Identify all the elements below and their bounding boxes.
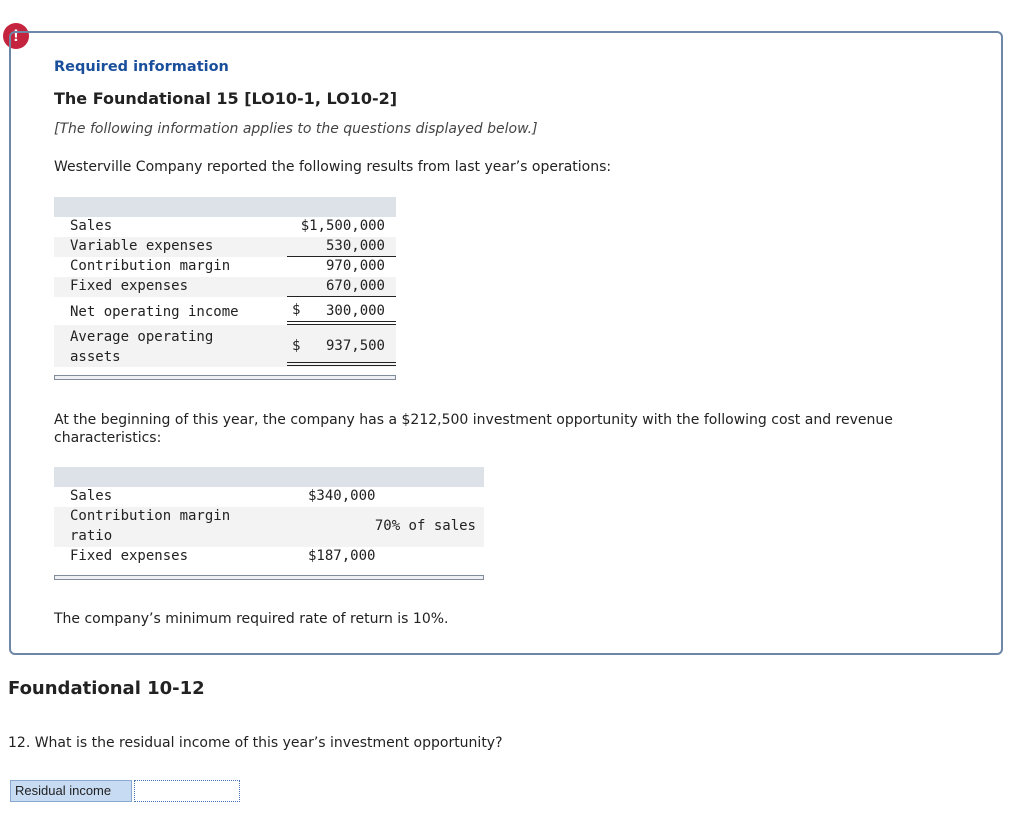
subtotal-underline bbox=[287, 296, 396, 297]
table-header-bar bbox=[54, 197, 396, 217]
row-value-fixed-expenses: 670,000 bbox=[325, 278, 385, 294]
opp-label-fixed-expenses: Fixed expenses bbox=[70, 548, 189, 564]
row-label-net-operating-income: Net operating income bbox=[70, 304, 239, 320]
required-information-label: Required information bbox=[54, 59, 229, 75]
table-bottom-bar bbox=[54, 375, 396, 380]
row-label-average-operating-assets-line2: assets bbox=[70, 349, 121, 365]
row-value-net-operating-income: 300,000 bbox=[325, 303, 385, 319]
applies-note: [The following information applies to the questions displayed below.] bbox=[54, 121, 538, 137]
row-label-average-operating-assets: Average operating bbox=[70, 329, 214, 345]
table-header-bar bbox=[54, 467, 484, 487]
row-currency-average-operating-assets: $ bbox=[292, 338, 301, 354]
minimum-return-text: The company’s minimum required rate of return is 10%. bbox=[54, 611, 449, 627]
subtotal-underline bbox=[287, 256, 396, 257]
opp-label-sales: Sales bbox=[70, 488, 113, 504]
section-heading: Foundational 10-12 bbox=[8, 678, 205, 699]
residual-income-label: Residual income bbox=[10, 780, 132, 802]
row-value-sales: $1,500,000 bbox=[300, 218, 385, 234]
total-double-underline bbox=[287, 321, 396, 325]
alert-icon: ! bbox=[3, 23, 29, 49]
opp-value-sales: $340,000 bbox=[308, 488, 376, 504]
row-label-sales: Sales bbox=[70, 218, 113, 234]
opp-value-contribution-margin-ratio: 70% of sales bbox=[374, 518, 476, 534]
row-label-variable-expenses: Variable expenses bbox=[70, 238, 214, 254]
row-currency-net-operating-income: $ bbox=[292, 302, 301, 318]
row-value-average-operating-assets: 937,500 bbox=[325, 338, 385, 354]
row-label-contribution-margin: Contribution margin bbox=[70, 258, 231, 274]
total-double-underline bbox=[287, 362, 396, 366]
residual-income-input[interactable] bbox=[134, 780, 240, 802]
row-value-variable-expenses: 530,000 bbox=[325, 238, 385, 254]
opp-label-contribution-margin-ratio: Contribution margin bbox=[70, 508, 231, 524]
foundational-title: The Foundational 15 [LO10-1, LO10-2] bbox=[54, 89, 398, 108]
row-label-fixed-expenses: Fixed expenses bbox=[70, 278, 189, 294]
intro-text: Westerville Company reported the following results from last year’s operations: bbox=[54, 159, 612, 175]
opp-label-contribution-margin-ratio-line2: ratio bbox=[70, 528, 113, 544]
question-text: 12. What is the residual income of this year’s investment opportunity? bbox=[8, 735, 503, 751]
opportunity-text: At the beginning of this year, the company has a $212,500 investment opportunity with the following cost and revenue characteristics: bbox=[54, 412, 893, 446]
table-bottom-bar bbox=[54, 575, 484, 580]
row-value-contribution-margin: 970,000 bbox=[325, 258, 385, 274]
opp-value-fixed-expenses: $187,000 bbox=[308, 548, 376, 564]
